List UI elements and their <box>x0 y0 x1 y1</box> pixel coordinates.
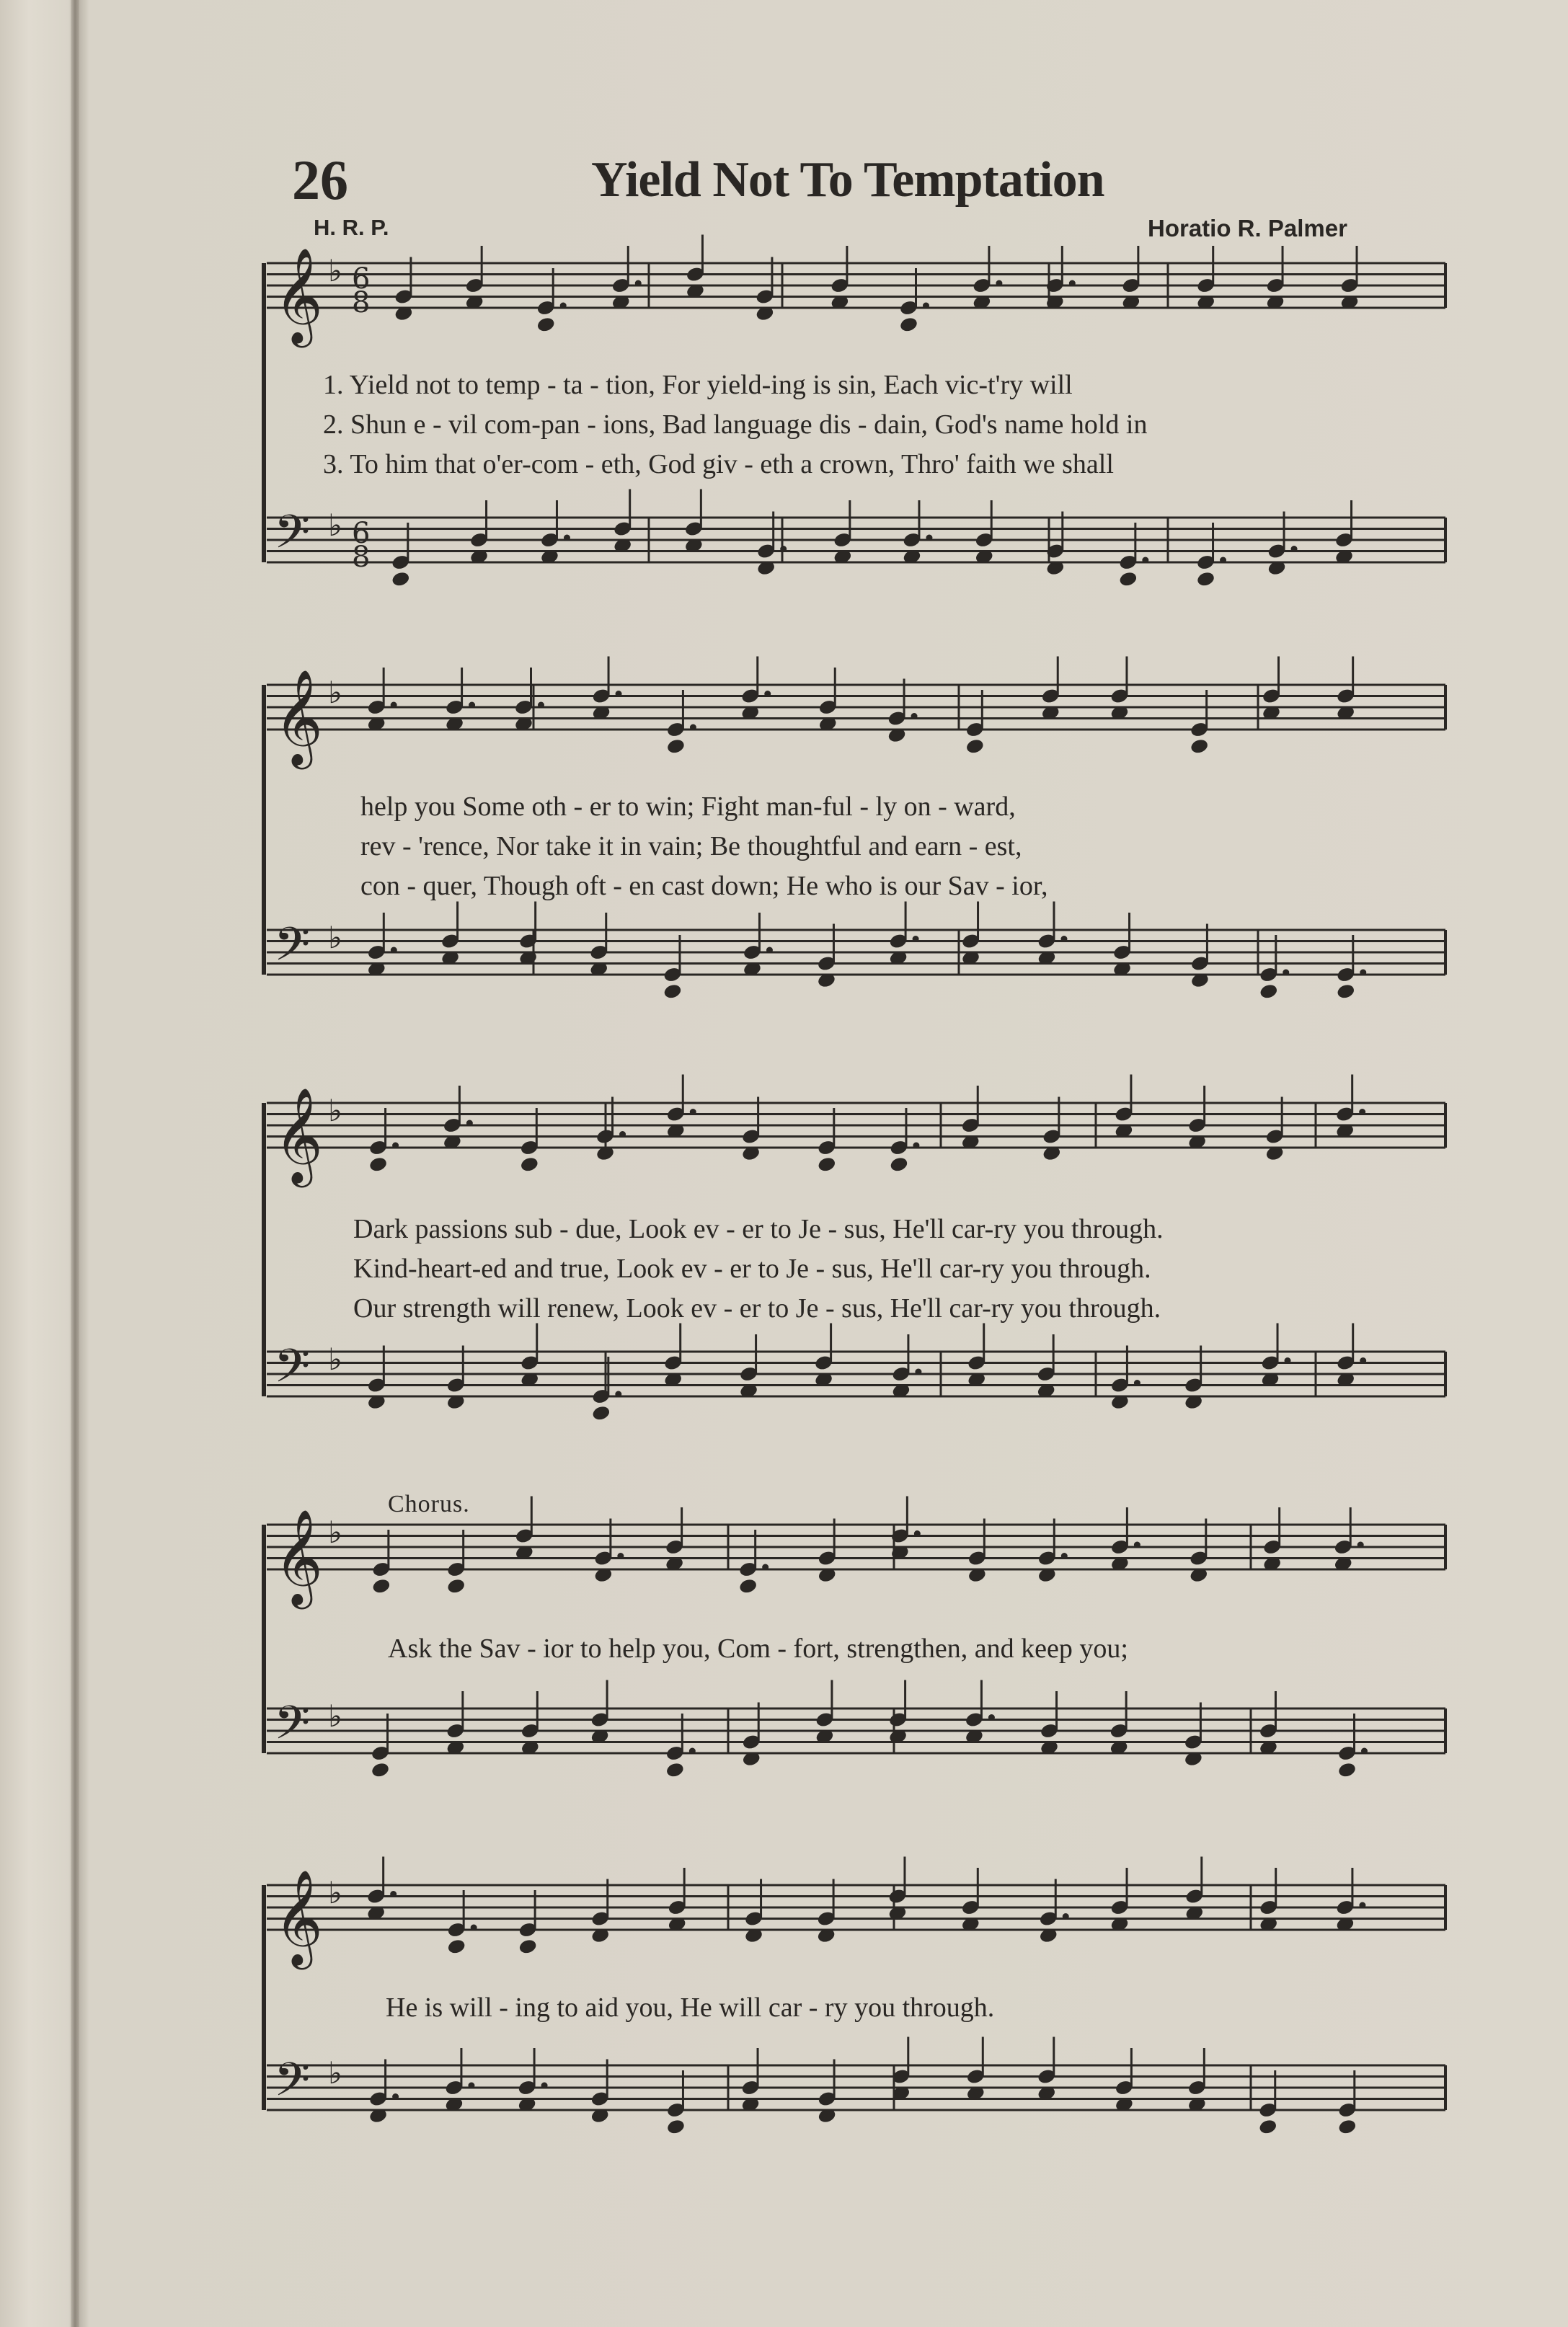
bass-clef-icon: 𝄢 <box>274 918 311 983</box>
dot-icon <box>541 2083 547 2088</box>
dot-icon <box>1360 1902 1365 1908</box>
dot-icon <box>466 1120 472 1126</box>
dot-icon <box>781 546 787 552</box>
note-head-icon <box>371 1762 389 1778</box>
dot-icon <box>763 1564 769 1570</box>
dot-icon <box>1357 1542 1363 1548</box>
dot-icon <box>391 1892 397 1897</box>
dot-icon <box>1063 1914 1068 1920</box>
treble-clef-icon: 𝄞 <box>274 1509 323 1605</box>
note-head-icon <box>665 1762 684 1778</box>
note-head-icon <box>536 316 555 333</box>
dot-icon <box>469 2083 474 2088</box>
note-head-icon <box>890 1156 908 1173</box>
system-2-verse-2: rev - 'rence, Nor take it in vain; Be thoughtful and earn - est, <box>360 831 1022 861</box>
chorus-label: Chorus. <box>388 1491 470 1517</box>
flat-icon: ♭ <box>328 919 342 955</box>
dot-icon <box>1360 970 1366 975</box>
flat-icon: ♭ <box>328 1514 342 1550</box>
dot-icon <box>914 1531 920 1537</box>
note-head-icon <box>518 1938 537 1955</box>
dot-icon <box>471 1925 477 1931</box>
dot-icon <box>996 280 1002 286</box>
note-head-icon <box>447 1578 466 1595</box>
lyricist-credit: H. R. P. <box>314 215 389 240</box>
note-head-icon <box>965 738 984 755</box>
dot-icon <box>690 724 696 730</box>
note-head-icon <box>1190 738 1209 755</box>
note-head-icon <box>1337 983 1355 1000</box>
bass-clef-icon: 𝄢 <box>274 505 311 571</box>
note-head-icon <box>369 1156 388 1173</box>
dot-icon <box>616 691 621 697</box>
treble-clef-icon: 𝄞 <box>274 669 323 766</box>
dot-icon <box>620 1132 626 1138</box>
note-head-icon <box>899 316 918 333</box>
dot-icon <box>690 1109 696 1115</box>
note-head-icon <box>1337 1762 1356 1778</box>
time-signature-icon: 8 <box>352 541 371 574</box>
dot-icon <box>560 303 566 309</box>
flat-icon: ♭ <box>328 1092 342 1128</box>
flat-icon: ♭ <box>328 1341 342 1377</box>
system-3-verse-2: Kind-heart-ed and true, Look ev - er to Je - sus, He'll car-ry you through. <box>353 1254 1151 1284</box>
dot-icon <box>1134 1380 1140 1386</box>
hymn-number: 26 <box>292 149 348 211</box>
system-5-chorus-line: He is will - ing to aid you, He will car - ry you through. <box>386 1993 995 2023</box>
dot-icon <box>1283 970 1289 975</box>
flat-icon: ♭ <box>328 2055 342 2091</box>
dot-icon <box>1069 280 1075 286</box>
time-signature-icon: 6 <box>352 517 371 550</box>
note-head-icon <box>1119 571 1138 588</box>
bass-clef-icon: 𝄢 <box>274 1696 311 1762</box>
dot-icon <box>916 1369 921 1375</box>
dot-icon <box>926 535 932 541</box>
dot-icon <box>1360 1358 1366 1364</box>
dot-icon <box>564 535 570 541</box>
treble-clef-icon: 𝄞 <box>274 247 323 344</box>
treble-clef-icon: 𝄞 <box>274 1087 323 1184</box>
time-signature-icon: 6 <box>352 262 371 296</box>
note-head-icon <box>520 1156 539 1173</box>
dot-icon <box>1360 1109 1365 1115</box>
note-head-icon <box>1338 2119 1357 2135</box>
dot-icon <box>469 702 475 708</box>
note-head-icon <box>818 1156 836 1173</box>
flat-icon: ♭ <box>328 1698 342 1734</box>
system-4-chorus-line: Ask the Sav - ior to help you, Com - fort, strengthen, and keep you; <box>388 1634 1128 1664</box>
flat-icon: ♭ <box>328 507 342 543</box>
note-head-icon <box>666 738 685 755</box>
note-head-icon <box>372 1578 391 1595</box>
dot-icon <box>1361 1748 1367 1754</box>
system-2-verse-1: help you Some oth - er to win; Fight man-ful - ly on - ward, <box>360 792 1016 822</box>
system-1-verse-1: 1. Yield not to temp - ta - tion, For yield-ing is sin, Each vic-t'ry will <box>323 370 1073 400</box>
flat-icon: ♭ <box>328 1874 342 1910</box>
dot-icon <box>391 702 397 708</box>
note-head-icon <box>666 2119 685 2135</box>
system-3-verse-3: Our strength will renew, Look ev - er to Je - sus, He'll car-ry you through. <box>353 1293 1161 1324</box>
dot-icon <box>911 714 917 719</box>
dot-icon <box>393 1143 399 1148</box>
bass-clef-icon: 𝄢 <box>274 2053 311 2119</box>
note-head-icon <box>447 1938 466 1955</box>
dot-icon <box>1134 1542 1140 1548</box>
treble-clef-icon: 𝄞 <box>274 1869 323 1966</box>
note-head-icon <box>739 1578 758 1595</box>
note-head-icon <box>391 571 410 588</box>
hymn-title: Yield Not To Temptation <box>591 152 1104 208</box>
dot-icon <box>766 947 772 953</box>
dot-icon <box>689 1748 695 1754</box>
dot-icon <box>1221 557 1226 563</box>
dot-icon <box>635 280 641 286</box>
dot-icon <box>1285 1358 1290 1364</box>
system-3-verse-1: Dark passions sub - due, Look ev - er to Je - sus, He'll car-ry you through. <box>353 1214 1164 1244</box>
dot-icon <box>988 1715 994 1721</box>
system-2-verse-3: con - quer, Though oft - en cast down; He who is our Sav - ior, <box>360 871 1048 901</box>
flat-icon: ♭ <box>328 674 342 710</box>
dot-icon <box>913 936 918 942</box>
dot-icon <box>1143 557 1148 563</box>
note-head-icon <box>1259 2119 1277 2135</box>
dot-icon <box>923 303 929 309</box>
bass-clef-icon: 𝄢 <box>274 1339 311 1405</box>
dot-icon <box>618 1553 624 1559</box>
dot-icon <box>391 947 397 953</box>
dot-icon <box>393 2094 399 2100</box>
system-1-verse-2: 2. Shun e - vil com-pan - ions, Bad language dis - dain, God's name hold in <box>323 409 1148 440</box>
note-head-icon <box>663 983 682 1000</box>
note-head-icon <box>1259 983 1278 1000</box>
note-head-icon <box>592 1405 611 1422</box>
flat-icon: ♭ <box>328 252 342 288</box>
dot-icon <box>1061 1553 1067 1559</box>
composer-credit: Horatio R. Palmer <box>1148 215 1347 241</box>
system-1-verse-3: 3. To him that o'er-com - eth, God giv - eth a crown, Thro' faith we shall <box>323 449 1114 479</box>
time-signature-icon: 8 <box>352 286 371 319</box>
dot-icon <box>913 1143 919 1148</box>
note-head-icon <box>1196 571 1215 588</box>
dot-icon <box>538 702 544 708</box>
dot-icon <box>1291 546 1297 552</box>
dot-icon <box>765 691 771 697</box>
dot-icon <box>1061 936 1067 942</box>
dot-icon <box>616 1391 621 1397</box>
